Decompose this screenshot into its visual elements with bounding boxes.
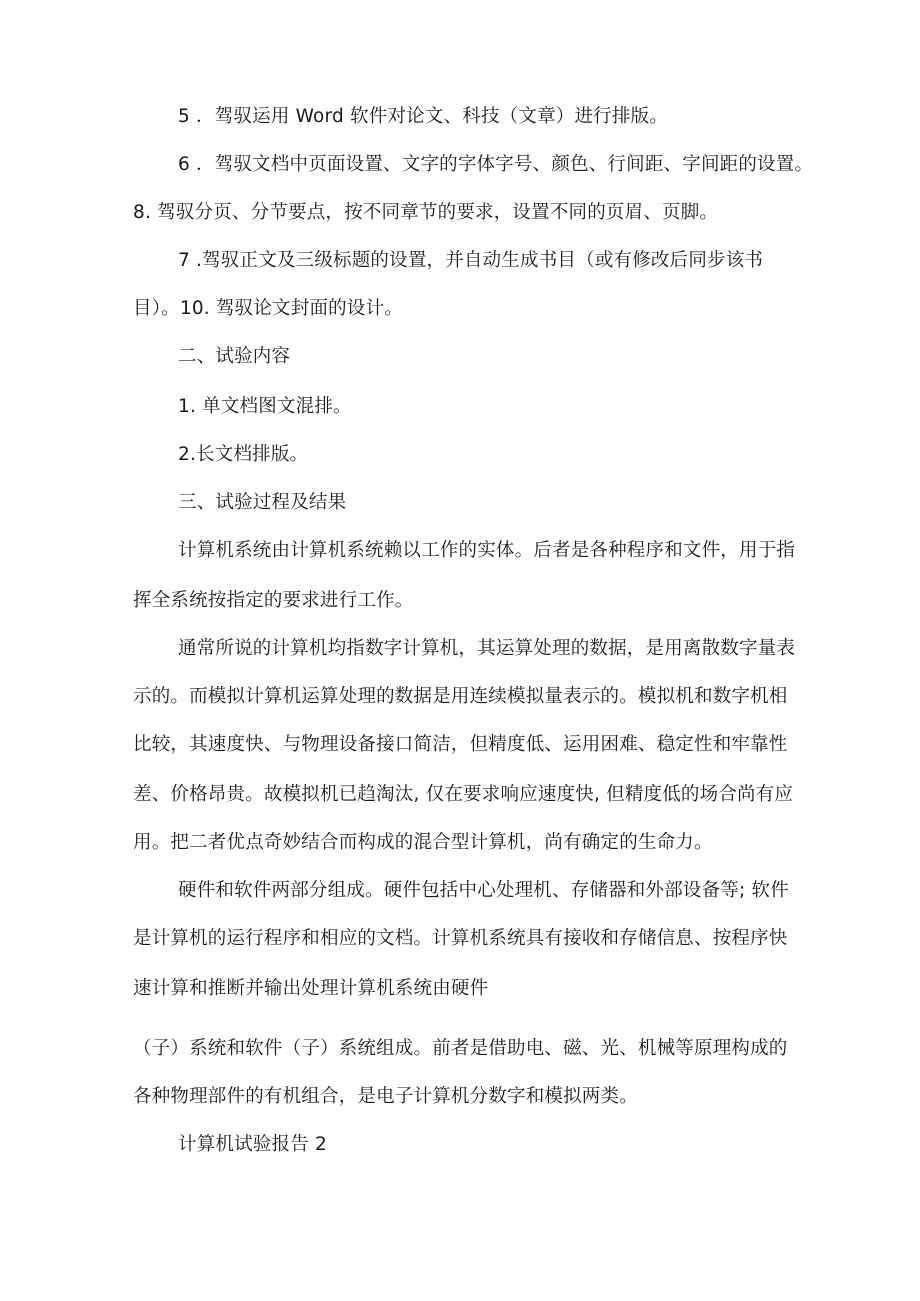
objective-item-8: 8. 驾驭分页、分节要点，按不同章节的要求，设置不同的页眉、页脚。: [133, 202, 719, 223]
paragraph-1-line-1: 计算机系统由计算机系统赖以工作的实体。后者是各种程序和文件，用于指: [178, 540, 796, 561]
paragraph-4-line-1: （子）系统和软件（子）系统组成。前者是借助电、磁、光、机械等原理构成的: [133, 1038, 788, 1059]
paragraph-3-line-1: 硬件和软件两部分组成。硬件包括中心处理机、存储器和外部设备等; 软件: [178, 880, 789, 901]
objective-item-6: 6 ．驾驭文档中页面设置、文字的字体字号、颜色、行间距、字间距的设置。: [178, 154, 814, 175]
paragraph-2-line-5: 用。把二者优点奇妙结合而构成的混合型计算机，尚有确定的生命力。: [133, 832, 713, 853]
section-heading-experiment-content: 二、试验内容: [178, 346, 291, 367]
paragraph-2-line-2: 示的。而模拟计算机运算处理的数据是用连续模拟量表示的。模拟机和数字机相: [133, 686, 788, 707]
objective-item-7-line-1: 7 .驾驭正文及三级标题的设置，并自动生成书目（或有修改后同步该书: [178, 250, 764, 271]
report-title-2: 计算机试验报告 2: [178, 1134, 327, 1155]
objective-item-7-line-2: 目）。10. 驾驭论文封面的设计。: [133, 298, 403, 319]
content-item-1: 1. 单文档图文混排。: [178, 396, 352, 417]
paragraph-1-line-2: 挥全系统按指定的要求进行工作。: [133, 590, 414, 611]
paragraph-4-line-2: 各种物理部件的有机组合，是电子计算机分数字和模拟两类。: [133, 1086, 638, 1107]
content-item-2: 2.长文档排版。: [178, 444, 309, 465]
section-heading-process-results: 三、试验过程及结果: [178, 492, 347, 513]
paragraph-3-line-2: 是计算机的运行程序和相应的文档。计算机系统具有接收和存储信息、按程序快: [133, 928, 788, 949]
paragraph-2-line-3: 比较，其速度快、与物理设备接口简洁，但精度低、运用困难、稳定性和牢靠性: [133, 734, 788, 755]
paragraph-2-line-4: 差、价格昂贵。故模拟机已趋淘汰, 仅在要求响应速度快, 但精度低的场合尚有应: [133, 784, 794, 805]
objective-item-5: 5 ．驾驭运用 Word 软件对论文、科技（文章）进行排版。: [178, 106, 668, 127]
paragraph-3-line-3: 速计算和推断并输出处理计算机系统由硬件: [133, 978, 489, 999]
paragraph-2-line-1: 通常所说的计算机均指数字计算机，其运算处理的数据，是用离散数字量表: [178, 638, 796, 659]
